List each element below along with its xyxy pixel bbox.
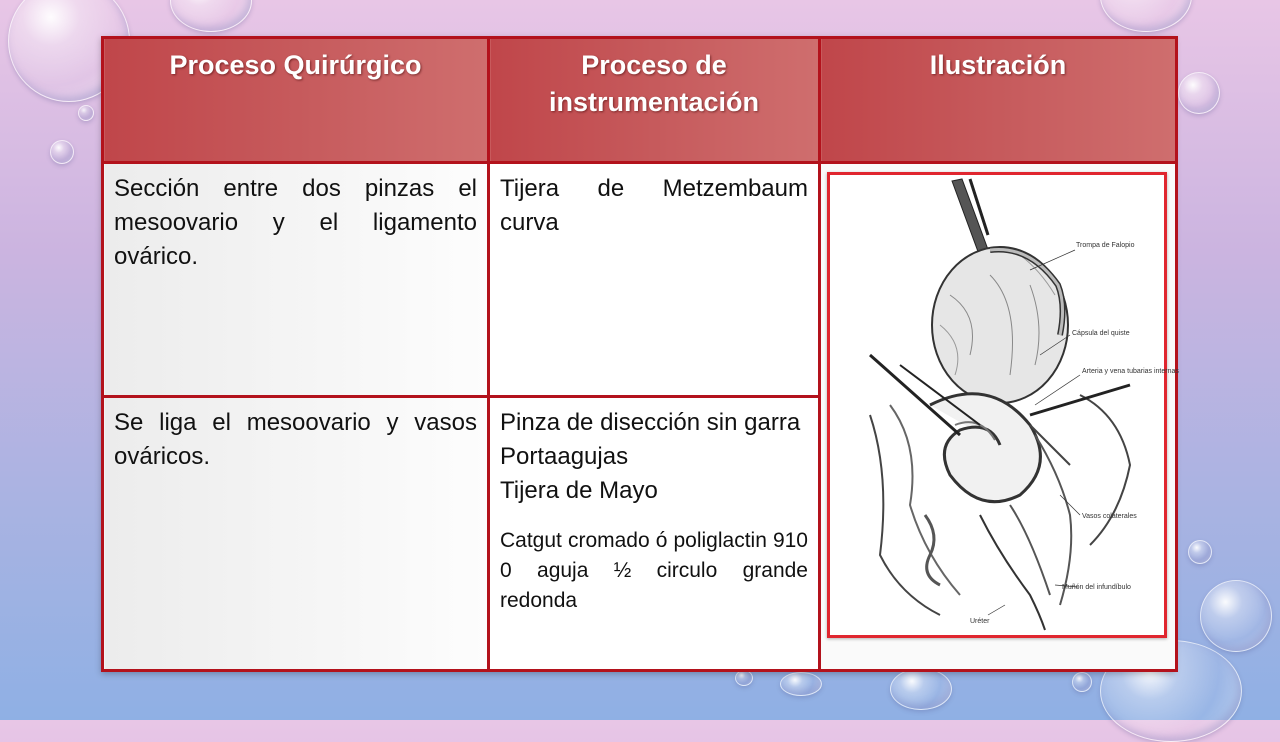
bubble-decoration: [170, 0, 252, 32]
instrument-item: Portaagujas: [500, 443, 629, 470]
row-2-instrumentacion: [489, 397, 820, 671]
bubble-decoration: [890, 668, 952, 710]
header-ilustracion: Ilustración: [820, 38, 1177, 163]
illustration-cell: [820, 163, 1177, 671]
label-vasos-colaterales: Vasos colaterales: [1082, 513, 1137, 520]
header-proceso-quirurgico: Proceso Quirúrgico: [103, 38, 489, 163]
label-capsula: Cápsula del quiste: [1072, 330, 1130, 337]
bubble-decoration: [1100, 0, 1192, 32]
surgical-process-table: [101, 36, 1179, 672]
bubble-decoration: [50, 140, 74, 164]
label-munon-infundibulo: Muñón del infundíbulo: [1062, 584, 1131, 591]
ovarian-cyst-surgical-illustration: [830, 175, 1179, 635]
row-1-instrumentacion: [489, 163, 820, 397]
row-1-proceso: Sección entre dos pinzas el mesoovario y el ligamento ovárico.: [103, 163, 489, 397]
instrument-item: Tijera de Mayo: [500, 477, 658, 504]
label-ureter: Uréter: [970, 618, 990, 625]
bubble-decoration: [735, 670, 753, 686]
instrument-item: Pinza de disección sin garra: [500, 409, 801, 436]
bubble-decoration: [780, 672, 822, 696]
row-2-proceso: Se liga el mesoovario y vasos ováricos.: [103, 397, 489, 671]
bubble-decoration: [1188, 540, 1212, 564]
label-arteria-vena: Arteria y vena tubarias internas: [1082, 368, 1179, 375]
label-trompa: Trompa de Falopio: [1076, 242, 1135, 249]
surgical-illustration-frame: [827, 172, 1179, 638]
header-proceso-instrumentacion: Proceso de instrumentación: [489, 38, 820, 163]
bubble-decoration: [1072, 672, 1092, 692]
suture-note: Catgut cromado ó poliglactin 910 0 aguja ½ circulo grande redonda: [500, 529, 808, 612]
bubble-decoration: [1200, 580, 1272, 652]
bubble-decoration: [1178, 72, 1220, 114]
table-row: [103, 163, 1177, 397]
table-header-row: [103, 38, 1177, 163]
bubble-decoration: [78, 105, 94, 121]
instrument-item: Tijera de Metzembaum curva: [500, 175, 808, 236]
